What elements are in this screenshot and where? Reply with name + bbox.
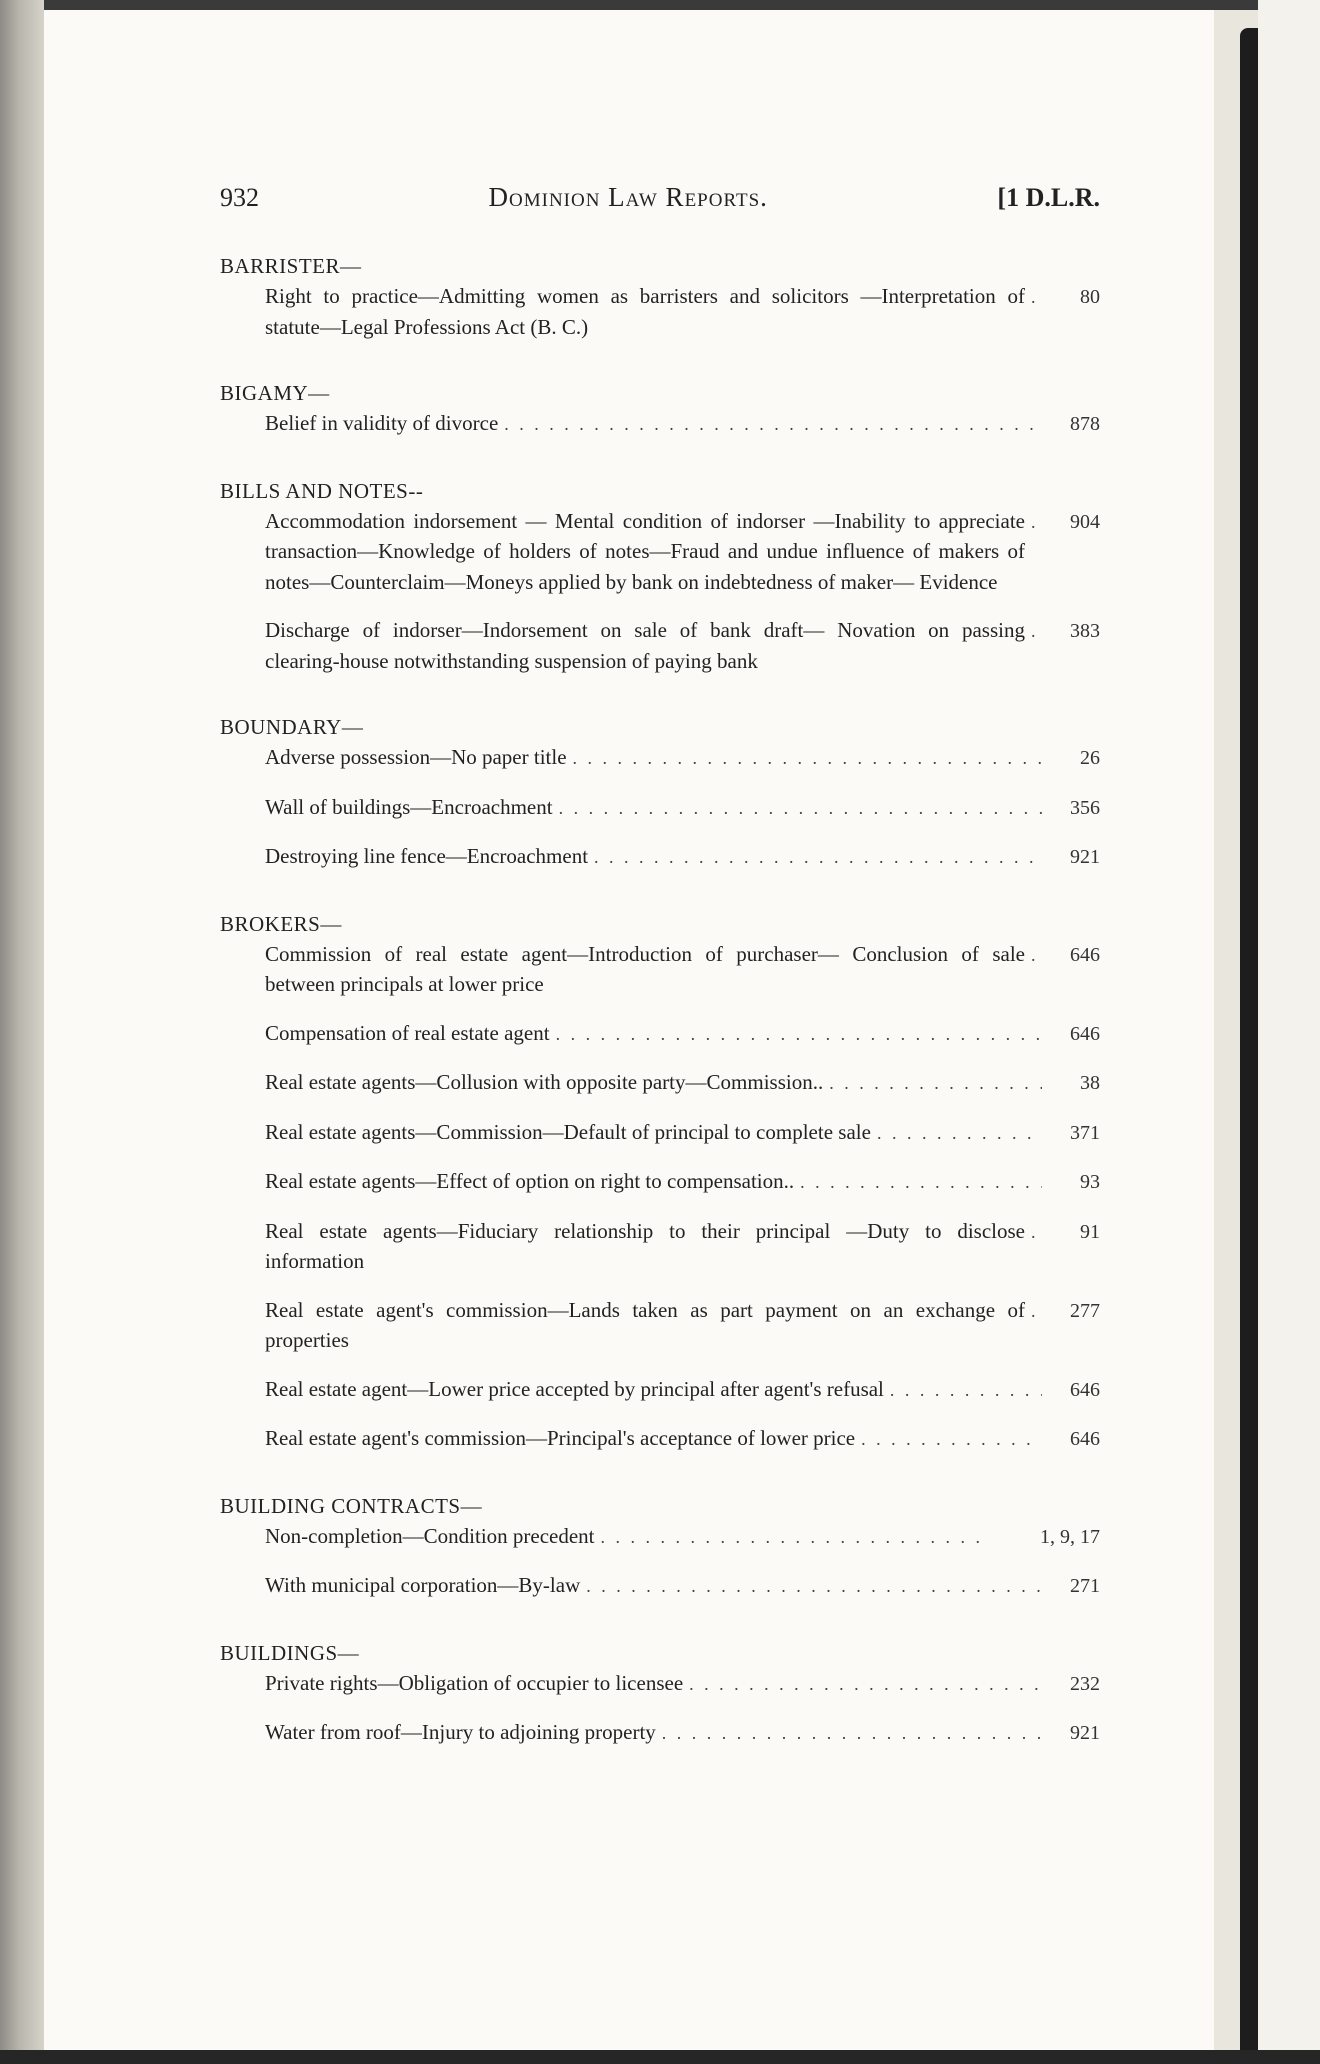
dot-leader (800, 1167, 1042, 1198)
entry-text: Non-completion—Condition precedent (265, 1523, 595, 1548)
entry-text: Accommodation indorsement — Mental condition of indorser —Inability to appreciate transaction—Knowledge of holders of notes—Fraud and undue influence of makers of notes—Counterclaim—Moneys applied by bank on indebtedness of maker— Evidence (265, 508, 1025, 594)
page-reference: 921 (1070, 846, 1100, 868)
page-reference: 646 (1070, 943, 1100, 966)
index-entry (265, 742, 1100, 774)
entry-text: Real estate agents—Commission—Default of principal to complete sale (265, 1119, 871, 1144)
report-title: Dominion Law Reports. (488, 182, 768, 212)
index-entry (265, 281, 1100, 342)
section-heading: BIGAMY— (220, 381, 330, 405)
page-reference: 26 (1080, 747, 1100, 769)
dot-leader (1031, 507, 1042, 538)
entry-text: Discharge of indorser—Indorsement on sale of bank draft— Novation on passing clearing-house notwithstanding suspension of paying bank (265, 618, 1025, 673)
running-head (220, 182, 1100, 213)
page-reference: 232 (1070, 1672, 1100, 1695)
section-heading: BUILDINGS— (220, 1640, 360, 1665)
index-entry (265, 1067, 1100, 1099)
dot-leader (662, 1718, 1042, 1749)
index-section (220, 1638, 1100, 1749)
entry-row (265, 1668, 1100, 1700)
section-heading: BARRISTER— (220, 254, 362, 278)
entry-row (265, 506, 1100, 598)
right-margin (1258, 0, 1320, 2064)
dot-leader (861, 1424, 1042, 1455)
page-reference: 921 (1070, 1722, 1100, 1744)
index-entry (265, 1374, 1100, 1406)
entry-row (265, 1117, 1100, 1149)
section-heading: BOUNDARY— (220, 715, 364, 739)
index-entry (265, 1521, 1100, 1553)
index-entry (265, 841, 1100, 873)
dot-leader (1031, 1217, 1042, 1248)
entry-row (265, 1166, 1100, 1198)
page-reference: 277 (1070, 1299, 1100, 1322)
entry-row (265, 939, 1100, 1000)
page-reference: 646 (1070, 1378, 1100, 1401)
entry-row (265, 1423, 1100, 1455)
book-spine (1240, 28, 1258, 2064)
index-entry (265, 1117, 1100, 1149)
index-entry (265, 1423, 1100, 1455)
index-entry (265, 939, 1100, 1000)
entry-text: With municipal corporation—By-law (265, 1573, 581, 1597)
index-section (220, 251, 1100, 342)
entry-text: Water from roof—Injury to adjoining property (265, 1720, 656, 1744)
entry-text: Belief in validity of divorce (265, 411, 499, 435)
dot-leader (504, 409, 1042, 440)
entry-text: Real estate agents—Effect of option on right to compensation.. (265, 1169, 795, 1193)
section-heading: BILLS AND NOTES-- (220, 478, 424, 503)
index-entry (265, 1668, 1100, 1700)
index-entry (265, 1717, 1100, 1749)
dot-leader (1031, 940, 1042, 971)
entry-text: Wall of buildings—Encroachment (265, 794, 553, 819)
entry-text: Commission of real estate agent—Introduction of purchaser— Conclusion of sale between principals at lower price (265, 941, 1025, 996)
entry-row (265, 1717, 1100, 1749)
volume-label: [1 D.L.R. (997, 183, 1100, 212)
page-reference: 271 (1070, 1575, 1100, 1597)
entry-row (265, 281, 1100, 342)
entry-row (265, 1067, 1100, 1099)
page-reference: 371 (1070, 1121, 1100, 1144)
dot-leader (689, 1669, 1042, 1700)
index-entry (265, 1216, 1100, 1277)
dot-leader (586, 1571, 1042, 1602)
entry-text: Real estate agent's commission—Lands taken as part payment on an exchange of properties (265, 1297, 1025, 1352)
dot-leader (573, 743, 1042, 774)
index-entry (265, 792, 1100, 824)
page-reference: 904 (1070, 510, 1100, 533)
page-content (220, 182, 1100, 1785)
dot-leader (594, 842, 1042, 873)
entry-text: Real estate agents—Collusion with opposite party—Commission.. (265, 1070, 824, 1094)
page-reference: 383 (1070, 620, 1100, 642)
section-heading: BUILDING CONTRACTS— (220, 1493, 483, 1518)
entry-row (265, 1216, 1100, 1277)
page-reference: 38 (1080, 1072, 1100, 1094)
index-section (220, 1491, 1100, 1602)
index-entry (265, 506, 1100, 598)
page-reference: 91 (1080, 1220, 1100, 1243)
book-gutter (0, 0, 44, 2064)
index-section (220, 378, 1100, 440)
bottom-edge (0, 2050, 1320, 2064)
dot-leader (556, 1019, 1042, 1050)
page-reference: 878 (1070, 413, 1100, 435)
dot-leader (601, 1522, 984, 1553)
entry-row (265, 1521, 1100, 1553)
entry-text: Real estate agents—Fiduciary relationship to their principal —Duty to disclose information (265, 1218, 1025, 1273)
entry-text: Destroying line fence—Encroachment (265, 844, 589, 868)
page-reference: 646 (1070, 1428, 1100, 1450)
page-reference: 93 (1080, 1171, 1100, 1193)
section-heading: BROKERS— (220, 911, 342, 936)
index-sections (220, 251, 1100, 1749)
index-entry (265, 1570, 1100, 1602)
entry-row (265, 1018, 1100, 1050)
entry-row (265, 1295, 1100, 1356)
entry-text: Compensation of real estate agent (265, 1020, 550, 1045)
entry-text: Real estate agent—Lower price accepted by principal after agent's refusal (265, 1376, 884, 1401)
dot-leader (559, 793, 1042, 824)
dot-leader (890, 1375, 1042, 1406)
page-reference: 646 (1070, 1022, 1100, 1045)
page-reference: 80 (1080, 286, 1100, 308)
entry-row (265, 615, 1100, 676)
dot-leader (1031, 1296, 1042, 1327)
dot-leader (877, 1118, 1042, 1149)
entry-row (265, 408, 1100, 440)
index-entry (265, 615, 1100, 676)
dot-leader (829, 1068, 1042, 1099)
index-entry (265, 1018, 1100, 1050)
entry-row (265, 742, 1100, 774)
page-reference: 1, 9, 17 (1040, 1525, 1100, 1548)
page-reference: 356 (1070, 796, 1100, 819)
entry-text: Right to practice—Admitting women as barristers and solicitors —Interpretation of statute—Legal Professions Act (B. C.) (265, 284, 1025, 339)
dot-leader (1031, 282, 1042, 313)
index-entry (265, 1166, 1100, 1198)
entry-text: Private rights—Obligation of occupier to licensee (265, 1670, 684, 1695)
top-edge (0, 0, 1320, 10)
page-number: 932 (220, 183, 259, 212)
entry-text: Adverse possession—No paper title (265, 745, 567, 769)
entry-text: Real estate agent's commission—Principal's acceptance of lower price (265, 1426, 856, 1450)
index-section (220, 476, 1100, 677)
index-entry (265, 1295, 1100, 1356)
index-section (220, 712, 1100, 873)
dot-leader (1031, 616, 1042, 647)
index-entry (265, 408, 1100, 440)
entry-row (265, 1374, 1100, 1406)
index-section (220, 909, 1100, 1455)
entry-row (265, 841, 1100, 873)
entry-row (265, 1570, 1100, 1602)
entry-row (265, 792, 1100, 824)
